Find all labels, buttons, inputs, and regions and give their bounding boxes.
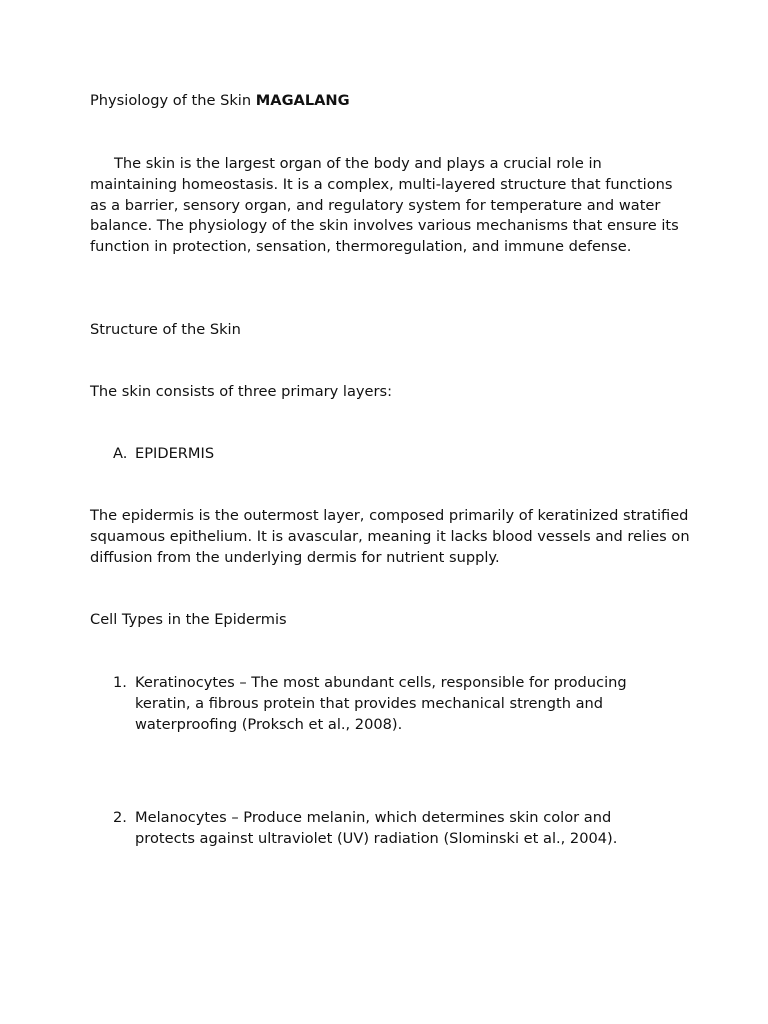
list-item-text: Melanocytes – Produce melanin, which determines skin color and protects against ultraviolet (UV) radiation (Slominski et al., 2004). [135,809,618,847]
cell-types-heading: Cell Types in the Epidermis [90,611,287,628]
list-marker: A. [113,445,128,462]
list-item-text: Keratinocytes – The most abundant cells, responsible for producing keratin, a fibrous protein that provides mechanical strength and waterproofing (Proksch et al., 2008). [135,674,627,733]
layers-intro-paragraph: The skin consists of three primary layers: [90,383,393,400]
author-name: MAGALANG [255,92,350,109]
list-number: 2. [113,809,127,826]
epidermis-heading-text: EPIDERMIS [135,445,215,462]
epidermis-paragraph: The epidermis is the outermost layer, composed primarily of keratinized stratified squamous epithelium. It is avascular, meaning it lacks blood vessels and relies on diffusion from the underlying dermis for nutrient supply. [90,507,690,566]
structure-heading: Structure of the Skin [90,321,241,338]
epidermis-heading [113,444,713,465]
title-text: Physiology of the Skin [90,92,252,109]
list-item-keratinocytes [113,673,673,735]
intro-paragraph: The skin is the largest organ of the body and plays a crucial role in maintaining homeostasis. It is a complex, multi-layered structure that functions as a barrier, sensory organ, and regulatory system for temperature and water balance. The physiology of the skin involves various mechanisms that ensure its function in protection, sensation, thermoregulation, and immune defense. [90,155,679,256]
list-item-melanocytes [113,808,673,850]
list-number: 1. [113,674,127,691]
document-title [90,91,690,112]
